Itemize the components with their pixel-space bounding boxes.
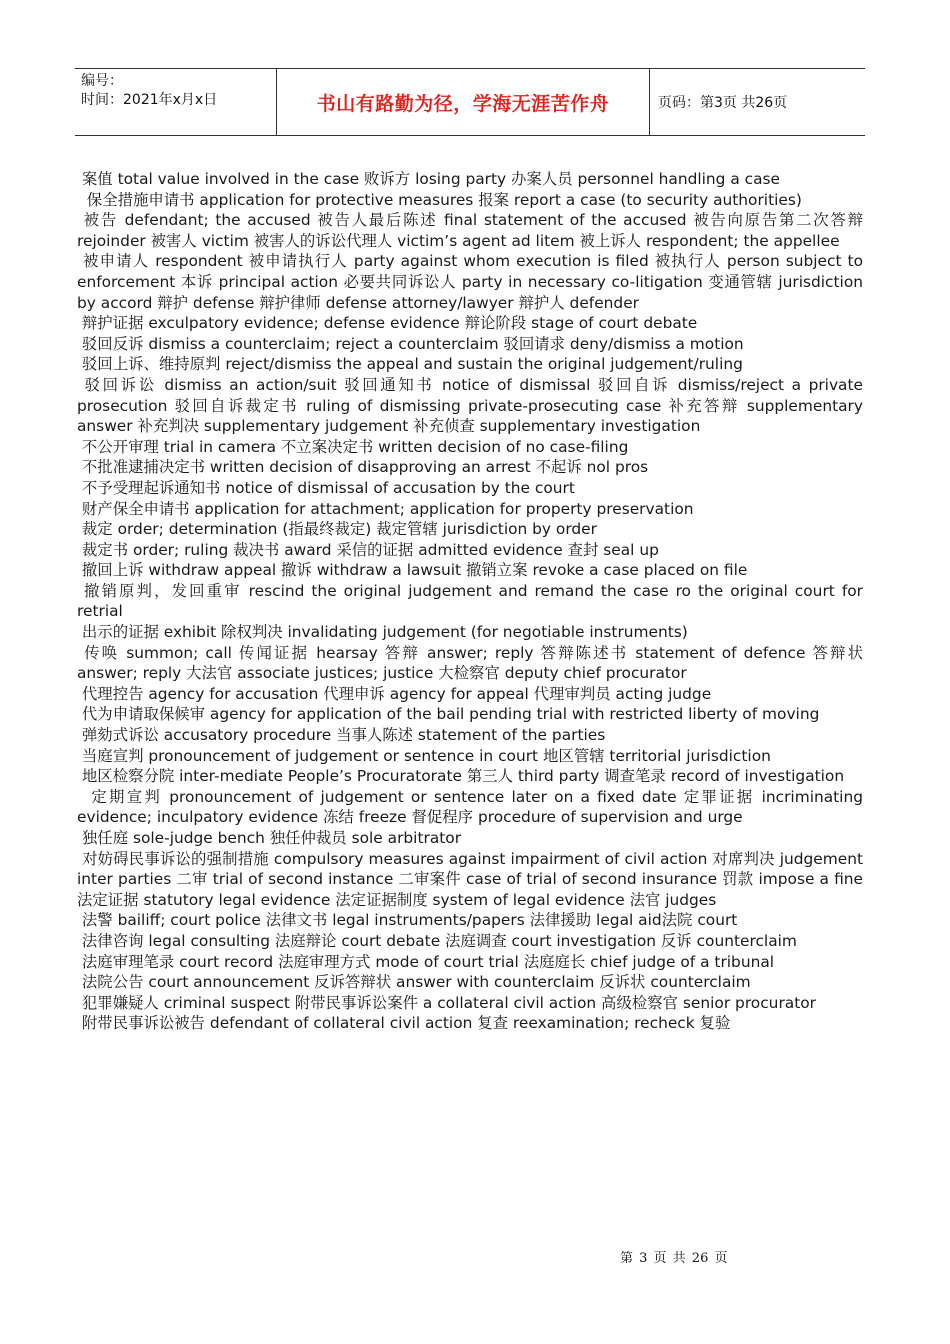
glossary-paragraph: 法庭审理笔录 court record 法庭审理方式 mode of court trial 法庭庭长 chief judge of a tribunal	[77, 952, 775, 971]
glossary-paragraph: 代理控告 agency for accusation 代理申诉 agency for appeal 代理审判员 acting judge	[77, 684, 712, 703]
glossary-paragraph: 财产保全申请书 application for attachment; application for property preservation	[77, 499, 694, 518]
glossary-paragraph: 当庭宣判 pronouncement of judgement or sentence in court 地区管辖 territorial jurisdiction	[77, 746, 771, 765]
glossary-body	[77, 169, 868, 1034]
glossary-paragraph: 弹劾式诉讼 accusatory procedure 当事人陈述 statement of the parties	[77, 726, 606, 745]
footer-page-number: 第 3 页 共 26 页	[620, 1251, 728, 1266]
glossary-paragraph: 裁定 order; determination (指最终裁定) 裁定管辖 jurisdiction by order	[77, 520, 597, 539]
glossary-paragraph: 不公开审理 trial in camera 不立案决定书 written decision of no case-filing	[77, 437, 629, 456]
glossary-paragraph: 驳回诉讼 dismiss an action/suit 驳回通知书 notice of dismissal 驳回自诉 dismiss/reject a private prosecution 驳回自诉裁定书 ruling of dismissing private-prosecuting case 补充答辩 supplementary answer 补充判决 supplementary judgement 补充侦查 supplementary investigation	[77, 375, 868, 436]
glossary-paragraph: 不批准逮捕决定书 written decision of disapproving an arrest 不起诉 nol pros	[77, 458, 649, 477]
glossary-paragraph: 对妨碍民事诉讼的强制措施 compulsory measures against impairment of civil action 对席判决 judgement inter parties 二审 trial of second instance 二审案件 case of trial of second insurance 罚款 impose a fine 法定证据 statutory legal evidence 法定证据制度 system of legal evidence 法官 judges	[77, 849, 868, 909]
glossary-paragraph: 撤回上诉 withdraw appeal 撤诉 withdraw a lawsuit 撤销立案 revoke a case placed on file	[77, 561, 748, 580]
glossary-paragraph: 法律咨询 legal consulting 法庭辩论 court debate 法庭调查 court investigation 反诉 counterclaim	[77, 931, 797, 950]
glossary-paragraph: 地区检察分院 inter-mediate People’s Procuratorate 第三人 third party 调查笔录 record of investigation	[77, 767, 845, 786]
header-page-text: 页码：第3页 共26页	[658, 95, 788, 111]
glossary-paragraph: 被申请人 respondent 被申请执行人 party against whom execution is filed 被执行人 person subject to enforcement 本诉 principal action 必要共同诉讼人 party in necessary co-litigation 变通管辖 jurisdiction by accord 辩护 defense 辩护律师 defense attorney/lawyer 辩护人 defender	[77, 252, 868, 312]
header-page	[650, 69, 865, 135]
glossary-paragraph: 法警 bailiff; court police 法律文书 legal instruments/papers 法律援助 legal aid法院 court	[77, 911, 738, 930]
glossary-paragraph: 保全措施申请书 application for protective measures 报案 report a case (to security authorities)	[77, 190, 802, 209]
glossary-paragraph: 出示的证据 exhibit 除权判决 invalidating judgement (for negotiable instruments)	[77, 623, 688, 642]
glossary-paragraph: 辩护证据 exculpatory evidence; defense evidence 辩论阶段 stage of court debate	[77, 314, 698, 333]
glossary-paragraph: 驳回反诉 dismiss a counterclaim; reject a counterclaim 驳回请求 deny/dismiss a motion	[77, 334, 744, 353]
glossary-paragraph: 案值 total value involved in the case 败诉方 losing party 办案人员 personnel handling a case	[77, 170, 781, 188]
header-number: 编号：	[81, 73, 123, 89]
header-meta	[75, 69, 277, 135]
glossary-paragraph: 不予受理起诉通知书 notice of dismissal of accusation by the court	[77, 478, 575, 497]
glossary-paragraph: 传唤 summon; call 传闻证据 hearsay 答辩 answer; reply 答辩陈述书 statement of defence 答辩状 answer; reply 大法官 associate justices; justice 大检察官 deputy chief procurator	[77, 643, 868, 683]
glossary-paragraph: 撤销原判，发回重审 rescind the original judgement and remand the case ro the original court for retrial	[77, 581, 868, 621]
glossary-paragraph: 犯罪嫌疑人 criminal suspect 附带民事诉讼案件 a collateral civil action 高级检察官 senior procurator	[77, 993, 816, 1012]
glossary-paragraph: 被告 defendant; the accused 被告人最后陈述 final statement of the accused 被告向原告第二次答辩 rejoinder 被害人 victim 被害人的诉讼代理人 victim’s agent ad litem 被上诉人 respondent; the appellee	[77, 211, 868, 250]
glossary-paragraph: 定期宣判 pronouncement of judgement or sentence later on a fixed date 定罪证据 incriminating evidence; inculpatory evidence 冻结 freeze 督促程序 procedure of supervision and urge	[77, 787, 868, 827]
header-motto-text: 书山有路勤为径，学海无涯苦作舟	[316, 92, 610, 115]
glossary-paragraph: 独任庭 sole-judge bench 独任仲裁员 sole arbitrator	[77, 829, 462, 847]
glossary-paragraph: 驳回上诉、维持原判 reject/dismiss the appeal and sustain the original judgement/ruling	[77, 355, 743, 374]
page-header	[75, 68, 865, 136]
header-time: 时间：2021年x月x日	[81, 92, 218, 108]
header-motto	[277, 69, 650, 135]
glossary-paragraph: 附带民事诉讼被告 defendant of collateral civil action 复查 reexamination; recheck 复验	[77, 1014, 731, 1033]
page-footer	[620, 1247, 727, 1266]
glossary-paragraph: 裁定书 order; ruling 裁决书 award 采信的证据 admitted evidence 查封 seal up	[77, 540, 659, 559]
glossary-paragraph: 法院公告 court announcement 反诉答辩状 answer with counterclaim 反诉状 counterclaim	[77, 973, 751, 992]
glossary-paragraph: 代为申请取保候审 agency for application of the bail pending trial with restricted liberty of moving	[77, 705, 820, 724]
